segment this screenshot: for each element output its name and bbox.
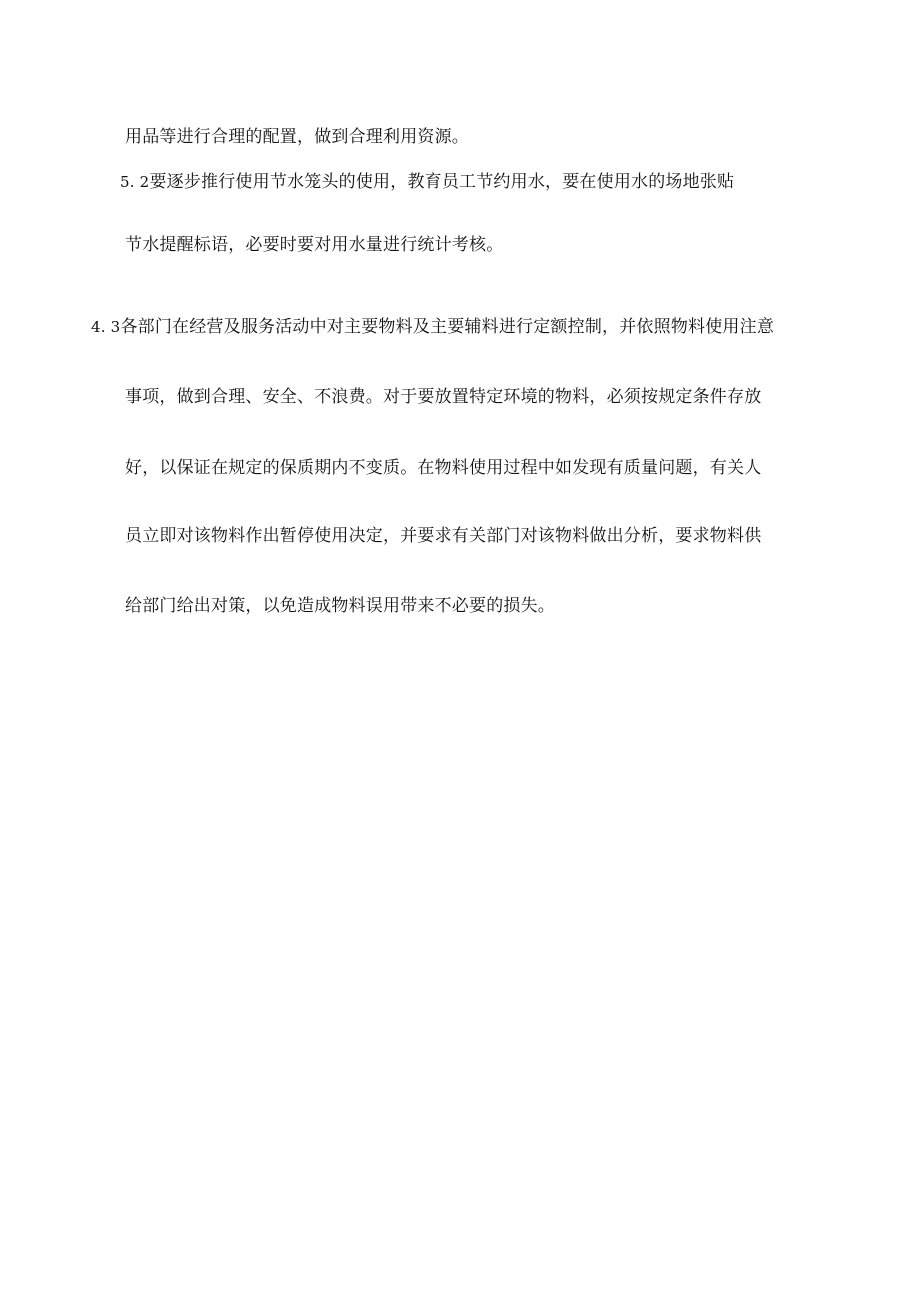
paragraph-3-line-5: 给部门给出对策，以免造成物料误用带来不必要的损失。 [125,596,555,616]
paragraph-3-line-4: 员立即对该物料作出暂停使用决定，并要求有关部门对该物料做出分析，要求物料供 [125,526,762,546]
paragraph-3-line-2: 事项，做到合理、安全、不浪费。对于要放置特定环境的物料，必须按规定条件存放 [125,387,762,407]
section-number: 4. 3 [91,318,121,336]
paragraph-1-line-1: 用品等进行合理的配置，做到合理利用资源。 [125,127,469,147]
section-number: 5. 2 [120,173,150,191]
paragraph-3-line-1 [91,316,774,338]
paragraph-2-line-1-text: 要逐步推行使用节水笼头的使用，教育员工节约用水，要在使用水的场地张贴 [149,172,735,192]
paragraph-2-line-1 [120,171,734,193]
paragraph-3-line-3: 好，以保证在规定的保质期内不变质。在物料使用过程中如发现有质量问题，有关人 [125,458,762,478]
paragraph-2-line-2: 节水提醒标语，必要时要对用水量进行统计考核。 [125,235,504,255]
paragraph-3-line-1-text: 各部门在经营及服务活动中对主要物料及主要辅料进行定额控制，并依照物料使用注意 [120,317,775,337]
